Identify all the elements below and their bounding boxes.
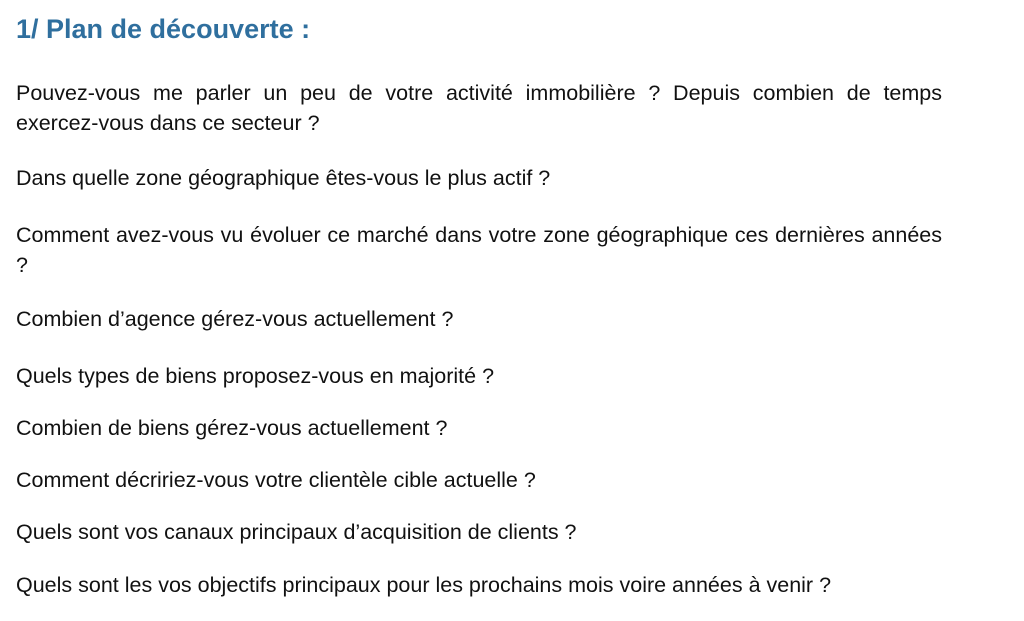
question-7: Comment décririez-vous votre clientèle cible actuelle ? bbox=[16, 468, 536, 492]
question-4: Combien d’agence gérez-vous actuellement ? bbox=[16, 307, 454, 331]
question-5: Quels types de biens proposez-vous en majorité ? bbox=[16, 364, 495, 388]
question-9: Quels sont les vos objectifs principaux pour les prochains mois voire années à venir ? bbox=[16, 573, 832, 597]
question-8: Quels sont vos canaux principaux d’acquisition de clients ? bbox=[16, 520, 577, 544]
question-2: Dans quelle zone géographique êtes-vous le plus actif ? bbox=[16, 166, 551, 190]
question-1: Pouvez-vous me parler un peu de votre activité immobilière ? Depuis combien de temps exercez-vous dans ce secteur ? bbox=[16, 81, 942, 135]
question-3: Comment avez-vous vu évoluer ce marché dans votre zone géographique ces dernières années ? bbox=[16, 223, 942, 277]
section-title: 1/ Plan de découverte : bbox=[16, 14, 311, 44]
question-6: Combien de biens gérez-vous actuellement ? bbox=[16, 416, 448, 440]
